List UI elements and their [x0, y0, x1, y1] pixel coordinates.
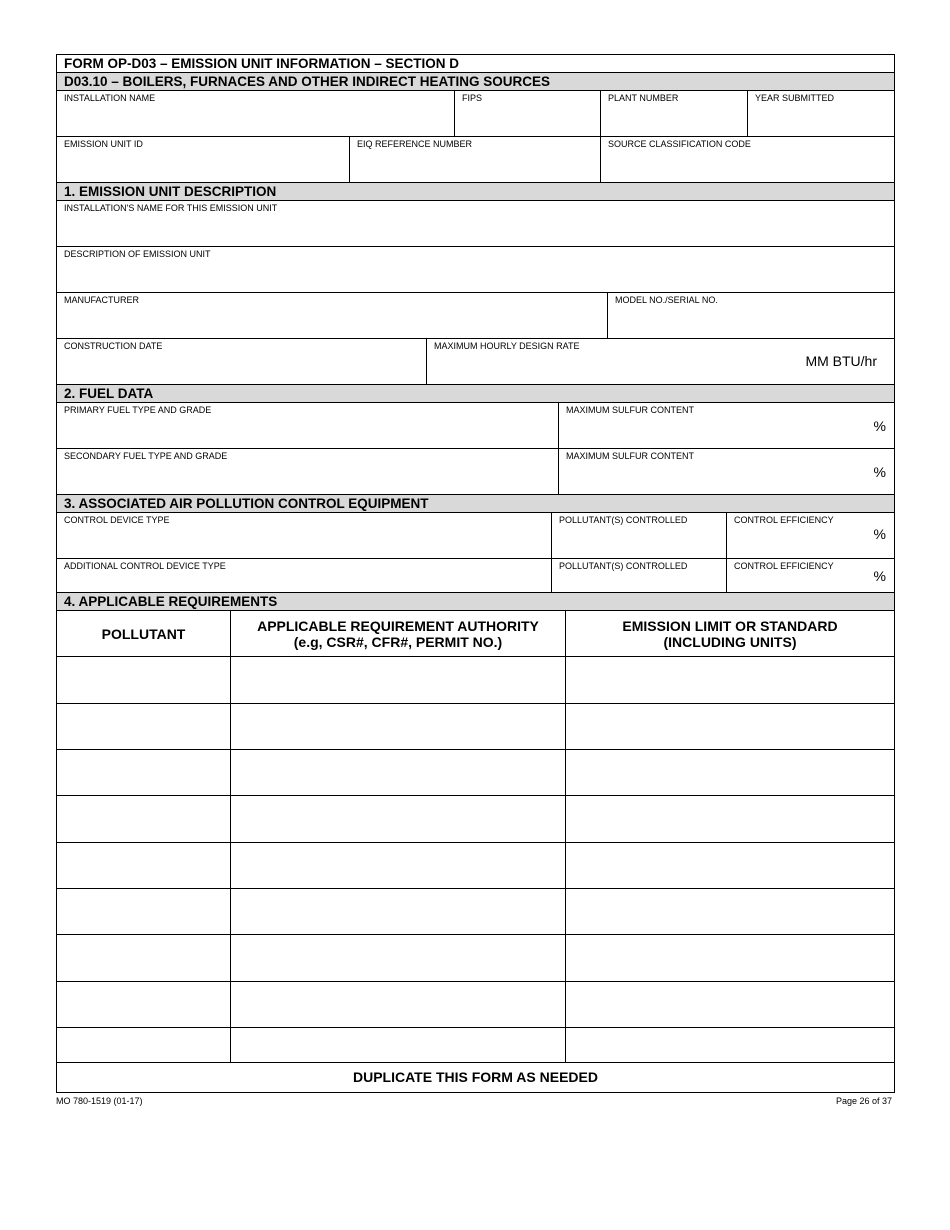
- table-row: [57, 796, 894, 843]
- requirements-table-header: [57, 611, 894, 657]
- secondary-sulfur-pct: %: [873, 464, 886, 480]
- authority-cell[interactable]: [231, 889, 566, 934]
- eiq-reference-number-label: EIQ REFERENCE NUMBER: [357, 139, 473, 149]
- section2-row-2: [57, 449, 894, 495]
- control-device-label: CONTROL DEVICE TYPE: [64, 515, 170, 525]
- pollutant-cell[interactable]: [57, 889, 231, 934]
- additional-control-efficiency-field[interactable]: [727, 559, 894, 592]
- table-row: [57, 1028, 894, 1063]
- pollutant-cell[interactable]: [57, 657, 231, 703]
- authority-cell[interactable]: [231, 704, 566, 749]
- table-row: [57, 704, 894, 750]
- manufacturer-label: MANUFACTURER: [64, 295, 140, 305]
- limit-column-header: [566, 611, 894, 656]
- year-submitted-field[interactable]: [748, 91, 894, 136]
- primary-sulfur-pct: %: [873, 418, 886, 434]
- authority-cell[interactable]: [231, 1028, 566, 1062]
- limit-cell[interactable]: [566, 1028, 894, 1062]
- limit-cell[interactable]: [566, 843, 894, 888]
- unit-name-field[interactable]: [57, 201, 894, 246]
- pollutant-cell[interactable]: [57, 982, 231, 1027]
- pollutant-cell[interactable]: [57, 843, 231, 888]
- pollutants-controlled-field[interactable]: [552, 513, 727, 558]
- duplicate-note: DUPLICATE THIS FORM AS NEEDED: [352, 1069, 598, 1085]
- model-serial-field[interactable]: [608, 293, 894, 338]
- section2-header: [57, 385, 894, 403]
- secondary-max-sulfur-field[interactable]: [559, 449, 894, 494]
- authority-cell[interactable]: [231, 935, 566, 981]
- limit-cell[interactable]: [566, 657, 894, 703]
- eiq-reference-number-field[interactable]: [350, 137, 601, 182]
- section1-row-1: [57, 201, 894, 247]
- header-row-2: [57, 137, 894, 183]
- additional-control-efficiency-label: CONTROL EFFICIENCY: [734, 561, 834, 571]
- authority-header-line2: (e.g, CSR#, CFR#, PERMIT NO.): [293, 633, 503, 650]
- duplicate-note-row: [57, 1063, 894, 1092]
- form-number: MO 780-1519 (01-17): [56, 1096, 143, 1106]
- table-row: [57, 889, 894, 935]
- pollutants-controlled-label: POLLUTANT(S) CONTROLLED: [559, 515, 688, 525]
- emission-unit-id-field[interactable]: [57, 137, 350, 182]
- fips-label: FIPS: [462, 93, 483, 103]
- primary-max-sulfur-label: MAXIMUM SULFUR CONTENT: [566, 405, 694, 415]
- table-row: [57, 750, 894, 796]
- limit-cell[interactable]: [566, 796, 894, 842]
- authority-column-header: [231, 611, 566, 656]
- primary-max-sulfur-field[interactable]: [559, 403, 894, 448]
- additional-control-device-label: ADDITIONAL CONTROL DEVICE TYPE: [64, 561, 226, 571]
- construction-date-label: CONSTRUCTION DATE: [64, 341, 163, 351]
- fips-field[interactable]: [455, 91, 601, 136]
- installation-name-field[interactable]: [57, 91, 455, 136]
- form-title: FORM OP-D03 – EMISSION UNIT INFORMATION – SECTION D: [64, 56, 460, 71]
- limit-cell[interactable]: [566, 750, 894, 795]
- max-hourly-rate-field[interactable]: [427, 339, 894, 384]
- unit-name-label: INSTALLATION'S NAME FOR THIS EMISSION UNIT: [64, 203, 278, 213]
- pollutant-header-text: POLLUTANT: [101, 625, 186, 642]
- limit-cell[interactable]: [566, 889, 894, 934]
- section2-title: 2. FUEL DATA: [64, 386, 154, 401]
- section1-row-3: [57, 293, 894, 339]
- form-subtitle-row: [57, 73, 894, 91]
- limit-header-line1: EMISSION LIMIT OR STANDARD: [622, 617, 838, 634]
- authority-cell[interactable]: [231, 657, 566, 703]
- control-efficiency-field[interactable]: [727, 513, 894, 558]
- pollutant-cell[interactable]: [57, 750, 231, 795]
- section1-row-4: [57, 339, 894, 385]
- unit-description-field[interactable]: [57, 247, 894, 292]
- manufacturer-field[interactable]: [57, 293, 608, 338]
- plant-number-field[interactable]: [601, 91, 748, 136]
- pollutant-cell[interactable]: [57, 704, 231, 749]
- form-subtitle: D03.10 – BOILERS, FURNACES AND OTHER INDIRECT HEATING SOURCES: [64, 74, 551, 89]
- model-serial-label: MODEL NO./SERIAL NO.: [615, 295, 718, 305]
- pollutant-column-header: [57, 611, 231, 656]
- control-efficiency-label: CONTROL EFFICIENCY: [734, 515, 834, 525]
- section2-row-1: [57, 403, 894, 449]
- source-classification-code-label: SOURCE CLASSIFICATION CODE: [608, 139, 751, 149]
- section1-title: 1. EMISSION UNIT DESCRIPTION: [64, 184, 277, 199]
- authority-cell[interactable]: [231, 982, 566, 1027]
- secondary-max-sulfur-label: MAXIMUM SULFUR CONTENT: [566, 451, 694, 461]
- control-efficiency-pct: %: [873, 526, 886, 542]
- table-row: [57, 657, 894, 704]
- authority-cell[interactable]: [231, 750, 566, 795]
- unit-description-label: DESCRIPTION OF EMISSION UNIT: [64, 249, 211, 259]
- section3-header: [57, 495, 894, 513]
- emission-unit-id-label: EMISSION UNIT ID: [64, 139, 143, 149]
- limit-cell[interactable]: [566, 982, 894, 1027]
- header-row-1: [57, 91, 894, 137]
- section3-row-2: [57, 559, 894, 593]
- authority-header-line1: APPLICABLE REQUIREMENT AUTHORITY: [257, 617, 539, 634]
- secondary-fuel-label: SECONDARY FUEL TYPE AND GRADE: [64, 451, 228, 461]
- year-submitted-label: YEAR SUBMITTED: [755, 93, 835, 103]
- additional-control-efficiency-pct: %: [873, 568, 886, 584]
- page-number: Page 26 of 37: [835, 1096, 892, 1106]
- plant-number-label: PLANT NUMBER: [608, 93, 679, 103]
- construction-date-field[interactable]: [57, 339, 427, 384]
- table-row: [57, 982, 894, 1028]
- primary-fuel-field[interactable]: [57, 403, 559, 448]
- primary-fuel-label: PRIMARY FUEL TYPE AND GRADE: [64, 405, 212, 415]
- authority-cell[interactable]: [231, 796, 566, 842]
- section4-header: [57, 593, 894, 611]
- section4-title: 4. APPLICABLE REQUIREMENTS: [64, 594, 278, 609]
- secondary-fuel-field[interactable]: [57, 449, 559, 494]
- limit-cell[interactable]: [566, 935, 894, 981]
- source-classification-code-field[interactable]: [601, 137, 894, 182]
- table-row: [57, 843, 894, 889]
- max-hourly-rate-label: MAXIMUM HOURLY DESIGN RATE: [434, 341, 580, 351]
- pollutant-cell[interactable]: [57, 796, 231, 842]
- limit-cell[interactable]: [566, 704, 894, 749]
- section3-row-1: [57, 513, 894, 559]
- additional-pollutants-controlled-field[interactable]: [552, 559, 727, 592]
- table-row: [57, 935, 894, 982]
- control-device-field[interactable]: [57, 513, 552, 558]
- pollutant-cell[interactable]: [57, 1028, 231, 1062]
- section1-row-2: [57, 247, 894, 293]
- emission-unit-form: [56, 54, 895, 1093]
- installation-name-label: INSTALLATION NAME: [64, 93, 156, 103]
- additional-pollutants-controlled-label: POLLUTANT(S) CONTROLLED: [559, 561, 688, 571]
- form-title-row: [57, 55, 894, 73]
- rate-unit: MM BTU/hr: [805, 353, 877, 369]
- additional-control-device-field[interactable]: [57, 559, 552, 592]
- limit-header-line2: (INCLUDING UNITS): [663, 633, 797, 650]
- authority-cell[interactable]: [231, 843, 566, 888]
- section1-header: [57, 183, 894, 201]
- section3-title: 3. ASSOCIATED AIR POLLUTION CONTROL EQUIPMENT: [64, 496, 429, 511]
- pollutant-cell[interactable]: [57, 935, 231, 981]
